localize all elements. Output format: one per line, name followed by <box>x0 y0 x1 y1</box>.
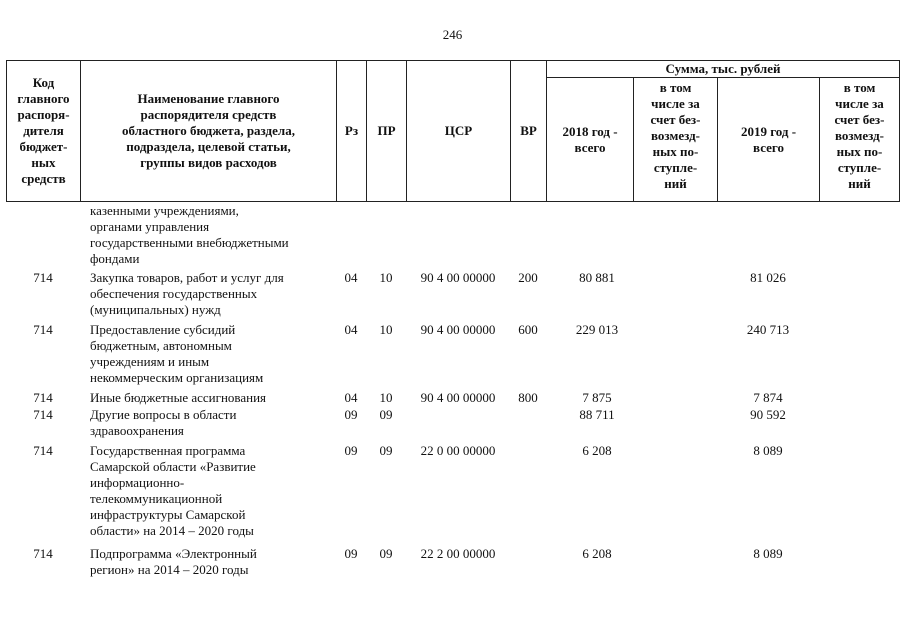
cell-pr: 09 <box>379 443 393 458</box>
header-csr: ЦСР <box>407 61 511 202</box>
header-2018-gratis: в том числе за счет без- возмезд- ных по- ступле- ний <box>634 78 718 202</box>
cell-sum-2018: 80 881 <box>579 270 615 285</box>
cell-pr: 10 <box>379 390 393 405</box>
cell-name: Подпрограмма «Электронный регион» на 2014 – 2020 годы <box>90 546 257 577</box>
cell-code: 714 <box>33 390 53 405</box>
cell-code: 714 <box>33 546 53 561</box>
cell-rz: 09 <box>344 407 358 422</box>
cell-sum-2018: 6 208 <box>582 546 612 561</box>
page-number: 246 <box>442 27 463 42</box>
cell-code: 714 <box>33 270 53 285</box>
cell-pr: 10 <box>379 322 393 337</box>
cell-sum-2018: 7 875 <box>582 390 612 405</box>
cell-rz: 09 <box>344 546 358 561</box>
cell-pr: 09 <box>379 546 393 561</box>
cell-rz: 04 <box>344 322 358 337</box>
cell-sum-2019: 240 713 <box>746 322 790 337</box>
cell-sum-2019: 7 874 <box>753 390 783 405</box>
cell-code: 714 <box>33 407 53 422</box>
cell-code: 714 <box>33 443 53 458</box>
header-vr: ВР <box>511 61 547 202</box>
cell-csr: 90 4 00 00000 <box>420 322 496 337</box>
cell-name: Предоставление субсидий бюджетным, автономным учреждениям и иным некоммерческим организациям <box>90 322 264 385</box>
cell-rz: 09 <box>344 443 358 458</box>
cell-csr: 22 2 00 00000 <box>420 546 496 561</box>
header-2019-gratis: в том числе за счет без- возмезд- ных по- ступле- ний <box>820 78 900 202</box>
cell-name: Закупка товаров, работ и услуг для обеспечения государственных (муниципальных) нужд <box>90 270 284 317</box>
header-2018-total: 2018 год - всего <box>547 78 634 202</box>
cell-vr: 600 <box>518 322 538 337</box>
cell-sum-2018: 6 208 <box>582 443 612 458</box>
cell-csr: 90 4 00 00000 <box>420 270 496 285</box>
cell-name: Иные бюджетные ассигнования <box>90 390 267 405</box>
header-pr: ПР <box>367 61 407 202</box>
cell-rz: 04 <box>344 390 358 405</box>
cell-name: Государственная программа Самарской области «Развитие информационно- телекоммуникационной инфраструктуры Самарской области» на 2014 – 2020 годы <box>90 443 256 538</box>
cell-pr: 10 <box>379 270 393 285</box>
cell-sum-2018: 88 711 <box>579 407 615 422</box>
header-name: Наименование главного распорядителя средств областного бюджета, раздела, подраздела, целевой статьи, группы видов расходов <box>81 61 337 202</box>
header-rz: Рз <box>337 61 367 202</box>
cell-sum-2019: 90 592 <box>750 407 786 422</box>
cell-vr: 800 <box>518 390 538 405</box>
cell-vr: 200 <box>518 270 538 285</box>
cell-pr: 09 <box>379 407 393 422</box>
header-code: Код главного распоря- дителя бюджет- ных средств <box>7 61 81 202</box>
header-sum-title: Сумма, тыс. рублей <box>547 61 900 78</box>
cell-sum-2019: 8 089 <box>753 546 783 561</box>
cell-csr: 90 4 00 00000 <box>420 390 496 405</box>
cell-name: казенными учреждениями, органами управления государственными внебюджетными фондами <box>90 203 289 266</box>
cell-code: 714 <box>33 322 53 337</box>
cell-name: Другие вопросы в области здравоохранения <box>90 407 237 438</box>
cell-sum-2019: 81 026 <box>750 270 786 285</box>
cell-rz: 04 <box>344 270 358 285</box>
cell-csr: 22 0 00 00000 <box>420 443 496 458</box>
cell-sum-2019: 8 089 <box>753 443 783 458</box>
header-2019-total: 2019 год - всего <box>718 78 820 202</box>
cell-sum-2018: 229 013 <box>575 322 619 337</box>
